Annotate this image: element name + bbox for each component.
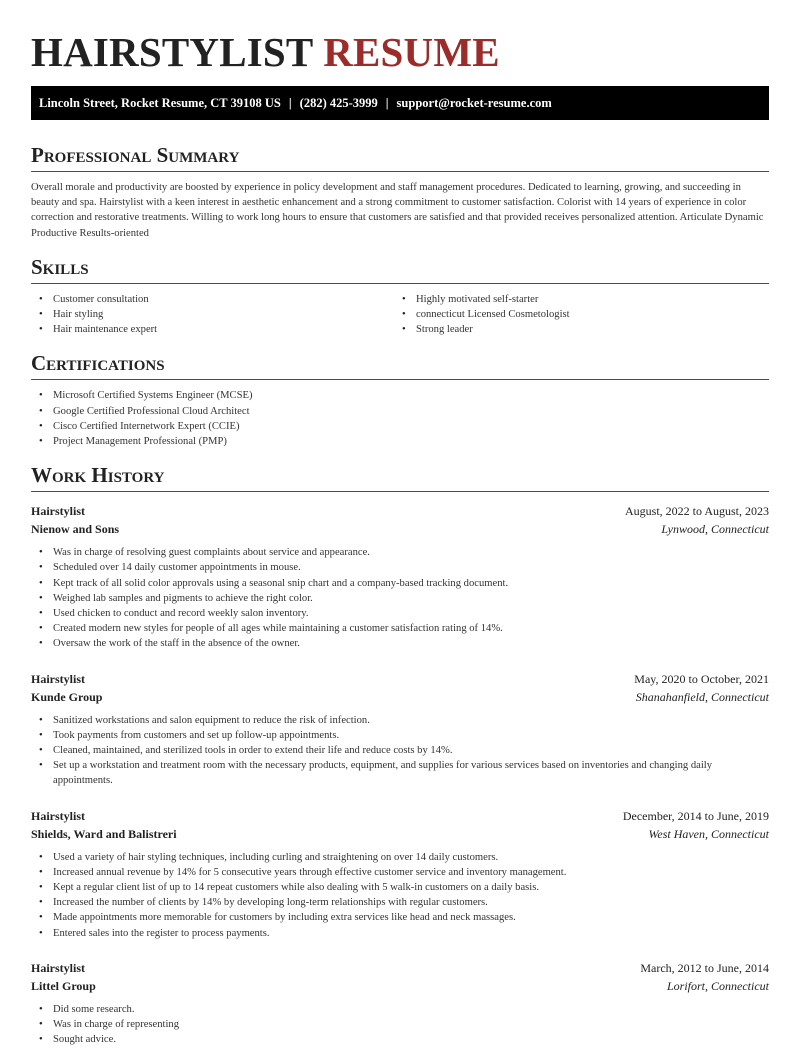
contact-separator: | — [385, 95, 389, 110]
job-bullet: • Oversaw the work of the staff in the absence of the owner. — [31, 636, 769, 651]
contact-email[interactable]: support@rocket-resume.com — [396, 95, 552, 110]
job-bullet: • Cleaned, maintained, and sterilized tools in order to extend their life and reduce costs by 14%. — [31, 743, 769, 758]
job-entry — [31, 502, 769, 651]
job-bullet: • Made appointments more memorable for customers by including extra services like head and neck massages. — [31, 910, 769, 925]
skills-columns — [31, 292, 769, 338]
job-bullet: • Did some research. — [31, 1002, 769, 1017]
job-dates: May, 2020 to October, 2021 — [634, 671, 769, 686]
job-bullet: • Entered sales into the register to process payments. — [31, 926, 769, 941]
job-bullet: • Increased the number of clients by 14% by developing long-term relationships with regular customers. — [31, 895, 769, 910]
job-bullet: • Scheduled over 14 daily customer appointments in mouse. — [31, 560, 769, 575]
job-bullet: • Kept a regular client list of up to 14 repeat customers while also dealing with 5 walk-in customers on a daily basis. — [31, 880, 769, 895]
contact-separator: | — [288, 95, 292, 110]
section-title-skills: Skills — [31, 255, 769, 284]
skill-item: • Strong leader — [394, 322, 757, 337]
certification-item: • Project Management Professional (PMP) — [31, 434, 769, 449]
title-second-word: RESUME — [323, 29, 500, 75]
section-title-work-history: Work History — [31, 463, 769, 492]
job-bullet: • Kept track of all solid color approvals using a seasonal snip chart and a company-based tracking document. — [31, 576, 769, 591]
certification-item: • Cisco Certified Internetwork Expert (CCIE) — [31, 419, 769, 434]
skill-item: • Highly motivated self-starter — [394, 292, 757, 307]
skills-list-right — [394, 292, 757, 338]
title-first-word: HAIRSTYLIST — [31, 29, 313, 75]
job-company: Nienow and Sons — [31, 522, 120, 537]
work-history-section — [31, 463, 769, 1047]
job-bullet: • Used chicken to conduct and record weekly salon inventory. — [31, 606, 769, 621]
job-bullet-list — [31, 545, 769, 651]
skill-item: • Hair maintenance expert — [31, 322, 394, 337]
job-title: Hairstylist — [31, 504, 85, 519]
certifications-list — [31, 388, 769, 449]
job-bullet-list — [31, 850, 769, 941]
summary-text: Overall morale and productivity are boosted by experience in policy development and staff management procedures. Dedicated to learning, growing, and succeeding in beauty and spa. Hairstylist with a keen interest in aesthetic enhancement and a strong commitment to customer satisfaction. Colorist with 14 years of experience in color correction and restorative treatments. Willing to work long hours to ensure that customers are satisfied and that provided receives personalized attention. Articulate Dynamic Productive Results-oriented — [31, 182, 764, 239]
job-company: Shields, Ward and Balistreri — [31, 826, 177, 841]
skills-list-left — [31, 292, 394, 338]
job-company: Kunde Group — [31, 689, 103, 704]
contact-phone[interactable]: (282) 425-3999 — [299, 95, 378, 110]
section-title-certifications: Certifications — [31, 351, 769, 380]
job-dates: March, 2012 to June, 2014 — [640, 960, 769, 975]
job-dates: December, 2014 to June, 2019 — [622, 808, 769, 823]
job-title: Hairstylist — [31, 671, 85, 686]
job-bullet-list — [31, 713, 769, 789]
job-title: Hairstylist — [31, 808, 85, 823]
job-entry — [31, 807, 769, 941]
skills-section — [31, 255, 769, 338]
job-title: Hairstylist — [31, 960, 85, 975]
job-location: Lynwood, Connecticut — [661, 522, 769, 537]
certifications-section — [31, 351, 769, 449]
certification-item: • Microsoft Certified Systems Engineer (MCSE) — [31, 388, 769, 403]
professional-summary-section — [31, 143, 769, 241]
skill-item: • Hair styling — [31, 307, 394, 322]
job-bullet: • Sanitized workstations and salon equipment to reduce the risk of infection. — [31, 713, 769, 728]
job-location: Shanahanfield, Connecticut — [635, 689, 769, 704]
resume-title — [31, 0, 769, 74]
certification-item: • Google Certified Professional Cloud Architect — [31, 404, 769, 419]
job-location: West Haven, Connecticut — [648, 826, 769, 841]
job-bullet: • Used a variety of hair styling techniques, including curling and straightening on over 14 daily customers. — [31, 850, 769, 865]
job-entry — [31, 670, 769, 789]
job-dates: August, 2022 to August, 2023 — [624, 504, 769, 519]
job-location: Lorifort, Connecticut — [667, 978, 769, 993]
job-bullet: • Took payments from customers and set up follow-up appointments. — [31, 728, 769, 743]
job-bullet: • Was in charge of resolving guest complaints about service and appearance. — [31, 545, 769, 560]
job-bullet: • Created modern new styles for people of all ages while maintaining a customer satisfaction rating of 14%. — [31, 621, 769, 636]
job-company: Littel Group — [31, 978, 96, 993]
section-title-summary: Professional Summary — [31, 143, 769, 172]
skill-item: • Customer consultation — [31, 292, 394, 307]
job-bullet: • Increased annual revenue by 14% for 5 consecutive years through effective customer service and inventory management. — [31, 865, 769, 880]
contact-address: Lincoln Street, Rocket Resume, CT 39108 US — [39, 95, 281, 110]
job-bullet: • Was in charge of representing — [31, 1017, 769, 1032]
job-bullet: • Sought advice. — [31, 1032, 769, 1047]
job-bullet: • Set up a workstation and treatment room with the necessary products, equipment, and supplies for various services based on inventories and changing daily appointments. — [31, 758, 769, 788]
job-bullet: • Weighed lab samples and pigments to achieve the right color. — [31, 591, 769, 606]
contact-bar — [31, 86, 769, 120]
job-entry — [31, 959, 769, 1048]
skill-item: • connecticut Licensed Cosmetologist — [394, 307, 757, 322]
job-bullet-list — [31, 1002, 769, 1048]
